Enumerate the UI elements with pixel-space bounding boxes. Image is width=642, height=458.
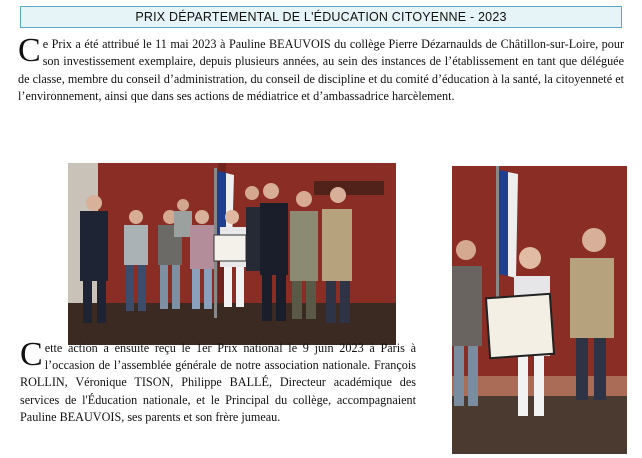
intro-dropcap: C	[18, 32, 41, 69]
followup-dropcap: C	[20, 336, 43, 373]
group-photo	[68, 163, 396, 345]
diploma-photo-illustration	[452, 166, 627, 454]
intro-text: e Prix a été attribué le 11 mai 2023 à Pauline BEAUVOIS du collège Pierre Dézarnaulds de Châtillon-sur-Loire, pour son investissement exemplaire, depuis plusieurs années, au sein des instances de l’établissement en tant que déléguée de classe, membre du conseil d’administration, du conseil de discipline et du comité d’éducation à la santé, la citoyenneté et l’environnement, ainsi que dans ses actions de médiatrice et d’ambassadrice harcèlement.	[18, 37, 624, 103]
group-photo-illustration	[68, 163, 396, 345]
intro-paragraph	[18, 32, 624, 105]
followup-paragraph	[20, 336, 416, 426]
banner-title: PRIX DÉPARTEMENTAL DE L'ÉDUCATION CITOYENNE - 2023	[135, 10, 507, 24]
page-banner	[20, 6, 622, 28]
diploma-photo	[452, 166, 627, 454]
followup-text: ette action a ensuite reçu le 1er Prix national le 9 juin 2023 à Paris à l’occasion de l’assemblée générale de notre association nationale. François ROLLIN, Véronique TISON, Philippe BALLÉ, Directeur académique des services de l'Éducation nationale, et le Principal du collège, accompagnaient Pauline BEAUVOIS, ses parents et son frère jumeau.	[20, 341, 416, 424]
